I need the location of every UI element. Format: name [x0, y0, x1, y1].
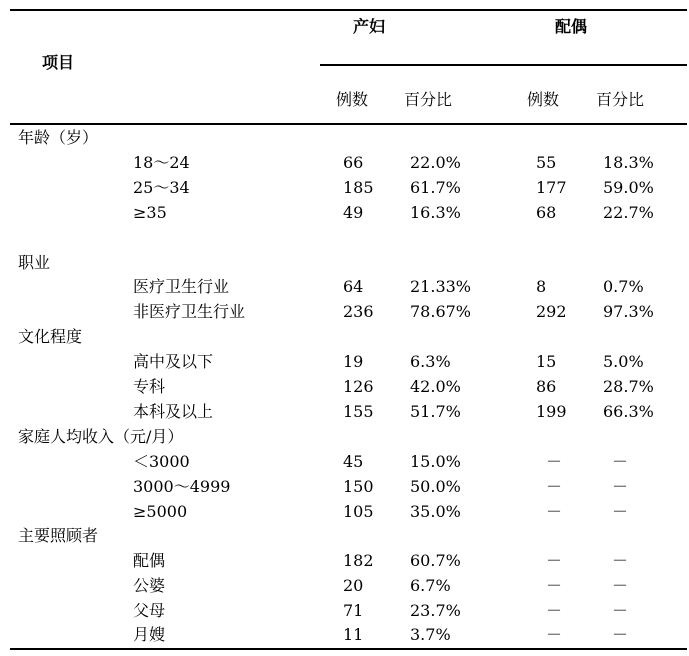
spouse-count: 15: [536, 352, 557, 371]
spouse-percent: －: [612, 477, 629, 496]
spouse-count: －: [546, 502, 563, 521]
spouse-count: 8: [536, 277, 547, 296]
row-sublabel: 高中及以下: [133, 352, 214, 371]
mother-percent: 50.0%: [410, 477, 461, 496]
spouse-count: 292: [536, 302, 567, 321]
mother-percent: 23.7%: [410, 601, 461, 620]
mother-percent: 22.0%: [410, 153, 461, 172]
spouse-percent: 28.7%: [603, 377, 654, 396]
table-row: [0, 201, 689, 225]
header-pct-spouses: 百分比: [596, 90, 645, 109]
mother-percent: 78.67%: [410, 302, 472, 321]
mother-count: 64: [343, 277, 364, 296]
mother-count: 105: [343, 502, 374, 521]
row-sublabel: 25～34: [133, 178, 190, 197]
table-row: [0, 300, 689, 324]
spouse-count: 68: [536, 203, 557, 222]
row-sublabel: 医疗卫生行业: [133, 277, 230, 296]
spouse-count: －: [546, 452, 563, 471]
spouse-percent: －: [612, 576, 629, 595]
table-row: [0, 325, 689, 349]
spouse-count: 55: [536, 153, 557, 172]
mother-percent: 51.7%: [410, 402, 461, 421]
mother-percent: 15.0%: [410, 452, 461, 471]
header-pct-mothers: 百分比: [404, 90, 453, 109]
header-count-spouses: 例数: [527, 90, 560, 109]
mother-percent: 35.0%: [410, 502, 461, 521]
table-row: [0, 151, 689, 175]
spouse-percent: 59.0%: [603, 178, 654, 197]
mother-count: 49: [343, 203, 364, 222]
spouse-percent: －: [612, 452, 629, 471]
mother-count: 66: [343, 153, 364, 172]
spouse-percent: －: [612, 551, 629, 570]
spouse-count: 177: [536, 178, 567, 197]
spouse-percent: 0.7%: [603, 277, 644, 296]
row-label: 年龄（岁）: [18, 128, 99, 147]
spouse-count: 199: [536, 402, 567, 421]
top-rule: [10, 9, 687, 11]
mother-count: 155: [343, 402, 374, 421]
mother-percent: 42.0%: [410, 377, 461, 396]
row-sublabel: 本科及以上: [133, 402, 214, 421]
spouse-count: －: [546, 625, 563, 644]
table-row: [0, 623, 689, 647]
bottom-rule: [10, 648, 687, 650]
table-row: [0, 450, 689, 474]
mother-count: 150: [343, 477, 374, 496]
header-group-spouses: 配偶: [555, 17, 588, 36]
spouse-count: －: [546, 576, 563, 595]
mother-count: 126: [343, 377, 374, 396]
table-row: [0, 524, 689, 548]
table-row: [0, 350, 689, 374]
row-sublabel: 3000～4999: [133, 477, 231, 496]
mother-count: 11: [343, 625, 364, 644]
row-sublabel: 父母: [133, 601, 166, 620]
table-row: [0, 176, 689, 200]
row-sublabel: 配偶: [133, 551, 166, 570]
mother-percent: 6.7%: [410, 576, 451, 595]
mother-count: 71: [343, 601, 364, 620]
table-row: [0, 126, 689, 150]
header-count-mothers: 例数: [336, 90, 369, 109]
mother-percent: 60.7%: [410, 551, 461, 570]
mother-count: 236: [343, 302, 374, 321]
spouse-count: 86: [536, 377, 557, 396]
header-bottom-rule: [10, 123, 687, 125]
table-row: [0, 599, 689, 623]
mother-percent: 16.3%: [410, 203, 461, 222]
header-item: 项目: [42, 53, 75, 72]
spouse-percent: 66.3%: [603, 402, 654, 421]
row-sublabel: 月嫂: [133, 625, 166, 644]
row-sublabel: ≥35: [133, 203, 167, 222]
mother-percent: 6.3%: [410, 352, 451, 371]
header-mid-rule: [320, 64, 687, 66]
spouse-percent: 18.3%: [603, 153, 654, 172]
table-row: [0, 275, 689, 299]
table-row: [0, 400, 689, 424]
header-group-mothers: 产妇: [353, 17, 386, 36]
mother-percent: 3.7%: [410, 625, 451, 644]
spouse-count: －: [546, 477, 563, 496]
spouse-percent: －: [612, 625, 629, 644]
spouse-percent: 5.0%: [603, 352, 644, 371]
row-sublabel: ≥5000: [133, 502, 188, 521]
row-sublabel: 18～24: [133, 153, 190, 172]
table-row: [0, 549, 689, 573]
spouse-percent: －: [612, 502, 629, 521]
row-sublabel: 非医疗卫生行业: [133, 302, 246, 321]
table-row: [0, 500, 689, 524]
spouse-percent: 22.7%: [603, 203, 654, 222]
row-sublabel: 专科: [133, 377, 166, 396]
row-label: 家庭人均收入（元/月）: [18, 427, 184, 446]
row-label: 职业: [18, 253, 51, 272]
mother-count: 45: [343, 452, 364, 471]
table-row: [0, 574, 689, 598]
row-label: 主要照顾者: [18, 526, 99, 545]
table-row: [0, 475, 689, 499]
row-sublabel: 公婆: [133, 576, 166, 595]
mother-count: 182: [343, 551, 374, 570]
mother-percent: 21.33%: [410, 277, 472, 296]
mother-count: 185: [343, 178, 374, 197]
mother-percent: 61.7%: [410, 178, 461, 197]
spouse-count: －: [546, 601, 563, 620]
row-sublabel: ＜3000: [133, 452, 190, 471]
table-row: [0, 425, 689, 449]
table-row: [0, 251, 689, 275]
row-label: 文化程度: [18, 327, 83, 346]
mother-count: 19: [343, 352, 364, 371]
spouse-percent: 97.3%: [603, 302, 654, 321]
spouse-count: －: [546, 551, 563, 570]
table-row: [0, 375, 689, 399]
spouse-percent: －: [612, 601, 629, 620]
mother-count: 20: [343, 576, 364, 595]
